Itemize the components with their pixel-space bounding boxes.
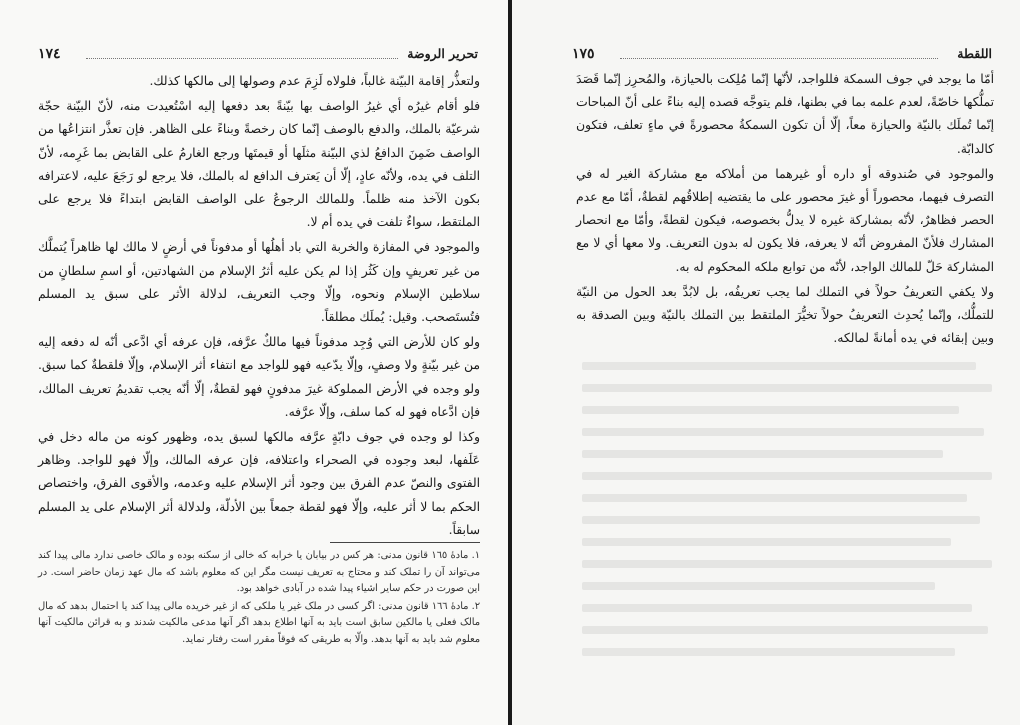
page-header: [572, 46, 992, 66]
body-text: [38, 70, 480, 544]
paragraph: ولتعذُّر إقامة البيّنة غالباً، فلولاه لَزِمَ عدم وصولها إلى مالكها كذلك.: [149, 74, 480, 88]
paragraph: أمّا ما يوجد في جوف السمكة فللواجد، لأنّها إنّما مُلِكت بالحيازة، والمُحرِز إنّما قَصَدَ تملُّكها خاصّةً، لعدم علمه بما في بطنها، فلم يتوجَّه قصده إليه بناءً على أنّ المباحات إنّما تُملَك بالنيّة والحيازة معاً، إلّا أن تكون السمكةُ محصورةً في ماءٍ تعلف، فتكون كالدابّة.: [576, 72, 994, 156]
page-number: ١٧٥: [572, 46, 595, 62]
footnote: ١. مادهٔ ١٦٥ قانون مدنی: هر کس در بیابان یا خرابه که خالی از سکنه بوده و مالک خاصی ندارد مالی پیدا کند می‌تواند آن را تملک کند و محتاج به تعریف نیست مگر این که معلوم باشد که مال عهد زمان حاضر است. در این صورت در حکم سایر اشیاء پیدا شده در آبادی خواهد بود.: [38, 550, 481, 594]
footnotes: [38, 548, 480, 649]
paragraph: والموجود في المفازة والخربة التي باد أهلُها أو مدفوناً في أرضٍ لا مالك لها ظاهراً يُتملَّك من غير تعريفٍ وإن كَثُر إذا لم يكن عليه أثرُ الإسلام من الشهادتين، أو اسمِ سلطانٍ من سلاطين الإسلام ونحوه، وإلّا وجب التعريف، لدلالة الأثر على سبق يد المسلم فتُستَصحب. وقيل: يُملَك مطلقاً.: [38, 240, 480, 325]
header-dotted-rule: [620, 58, 938, 59]
left-page: [0, 0, 508, 725]
body-text: [576, 68, 994, 352]
footnote: ٢. مادهٔ ١٦٦ قانون مدنی: اگر کسی در ملک غیر یا ملکی که از غیر خریده مالی پیدا کند یا احتمال بدهد که مال مالک فعلی یا مالکین سابق است باید به آنها اطلاع بدهد اگر آنها مدعی مالکیت شدند و به قرائن مالکیت آنها معلوم شد باید به آنها بدهد. والّا به طریقی که فوقاً مقرر است رفتار نماید.: [38, 600, 480, 645]
paragraph: ولا يكفي التعريفُ حولاً في التملك لما يجب تعريفُه، بل لابُدَّ بعد الحول من النيّة للتملُّك، وإنّما يُحدِث التعريفُ حولاً تخيُّرَ الملتقط بين التملك بالنيّة وبين الصدقة به وبين إبقائه في يده أمانةً لمالكه.: [576, 284, 994, 346]
bleed-through-text: [582, 362, 992, 712]
page-number: ١٧٤: [38, 46, 61, 62]
paragraph: فلو أقام غيرُه أي غيرُ الواصف بها بيّنةً بعد دفعها إليه اسْتُعيدت منه، لأنّ البيّنة حجّة شرعيّة بالملك، والدفع بالوصف إنّما كان رخصةً وبناءً على الظاهر. فإن تعذَّر انتزاعُها من الواصف ضَمِنَ الدافعُ لذي البيّنة مثلَها أو قيمتَها ورجع الغارمُ على القابض بما غَرِمه، لأنّ التلف في يده، ولأنّه عادٍ، إلّا أن يَعترف الدافع له بالملك، فلا يرجع لو رَجَعَ عليه، لاعترافه بكون الآخذ منه ظلماً. وللمالك الرجوعُ على الواصف القابض ابتداءً فلا يرجع على الملتقط، سواءٌ تلفت في يده أم لا.: [38, 99, 480, 230]
running-title: اللقطة: [957, 46, 992, 61]
paragraph: ولو كان للأرض التي وُجِد مدفوناً فيها مالكٌ عرَّفه، فإن عرفه أي ادَّعى أنّه له دفعه إليه من غير بيّنةٍ ولا وصفٍ، وإلّا يدّعيه فهو للواجد مع انتفاء أثر الإسلام، وإلّا فلقطةٌ كما سبق. ولو وجده في الأرض المملوكة غيرَ مدفونٍ فهو لقطةٌ، إلّا أنّه يجب تقديمُ تعريف المالك، فإن ادَّعاه فهو له كما سلف، وإلّا عرَّفه.: [38, 335, 480, 419]
page-header: [38, 46, 478, 66]
right-page: [512, 0, 1020, 725]
footnote-separator: [330, 542, 480, 543]
header-dotted-rule: [86, 58, 398, 59]
running-title: تحرير الروضة: [407, 46, 478, 61]
paragraph: والموجود في صُندوقه أو داره أو غيرهما من أملاكه مع مشاركة الغير له في التصرف فيهما، محصوراً أو غيرَ محصور على ما يقتضيه إطلاقُهم لقطةٌ، أمّا مع عدم الحصر فظاهرٌ، لأنّه بمشاركة غيره لا يدلُّ بخصوصه، فيكون لقطةً، وأمّا مع انحصار المشارك فلأنّ المفروض أنّه لا يعرفه، فلا يكون له بدون التعريف. ولا معها أي لا مع المشاركة حَلّ للمالك الواجد، لأنّه من توابع ملكه المحكوم له به.: [576, 166, 994, 274]
paragraph: وكذا لو وجده في جوف دابّةٍ عرَّفه مالكها لسبق يده، وظهور كونه من ماله دخل في عَلَفها، لبعد وجوده في الصحراء واعتلافه، فإن عرفه المالك، وإلّا فهو للواجد. وظاهر الفتوى والنصّ عدم الفرق بين وجود أثر الإسلام عليه وعدمه، والأقوى الفرق، واختصاص الحكم بما لا أثر عليه، وإلّا فهو لقطة جمعاً بين الأدلّة، ولدلالة أثر الإسلام على يد المسلم سابقاً.: [38, 430, 480, 537]
